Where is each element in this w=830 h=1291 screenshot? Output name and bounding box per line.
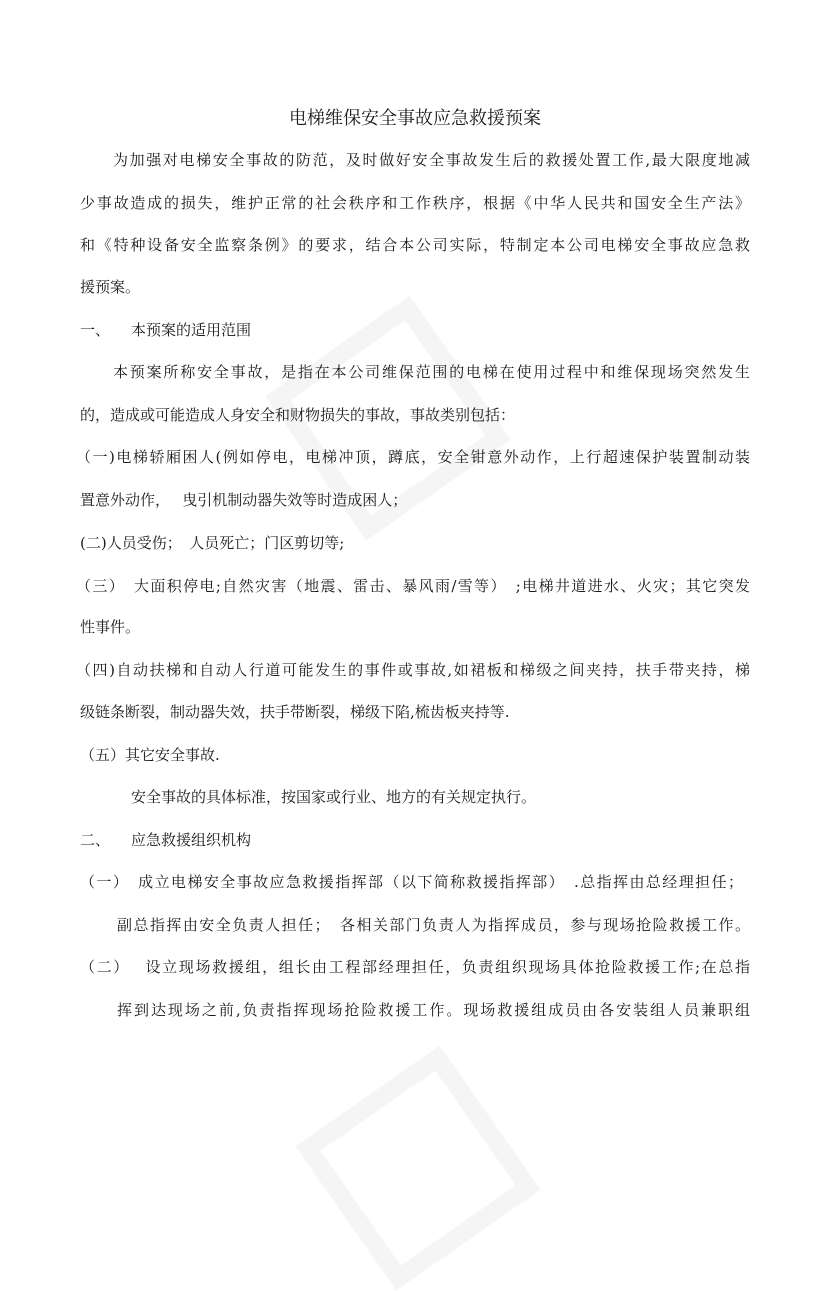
list-item-line: 挥到达现场之前,负责指挥现场抢险救援工作。现场救援组成员由各安装组人员兼职组 bbox=[117, 1001, 750, 1019]
paragraph-line: 的，造成或可能造成人身安全和财物损失的事故，事故类别包括： bbox=[80, 406, 516, 424]
paragraph-line: 援预案。 bbox=[80, 278, 141, 296]
list-item-line: （五）其它安全事故. bbox=[80, 746, 220, 764]
paragraph-line: 本预案所称安全事故，是指在本公司维保范围的电梯在使用过程中和维保现场突然发生 bbox=[113, 363, 750, 381]
paragraph-line: 为加强对电梯安全事故的防范，及时做好安全事故发生后的救援处置工作,最大限度地减 bbox=[113, 151, 750, 169]
list-item-line: 副总指挥由安全负责人担任； 各相关部门负责人为指挥成员，参与现场抢险救援工作。 bbox=[117, 916, 750, 934]
list-item-line: （二） 设立现场救援组，组长由工程部经理担任，负责组织现场具体抢险救援工作;在总指 bbox=[80, 958, 750, 976]
list-item-line: （一） 成立电梯安全事故应急救援指挥部（以下简称救援指挥部） .总指挥由总经理担任； bbox=[80, 873, 743, 891]
section-heading: 应急救援组织机构 bbox=[131, 831, 252, 849]
list-item-line: 性事件。 bbox=[80, 618, 141, 636]
section-number: 一、 bbox=[80, 321, 111, 339]
document-title: 电梯维保安全事故应急救援预案 bbox=[289, 108, 541, 129]
list-item-line: 置意外动作， 曳引机制动器失效等时造成困人； bbox=[80, 491, 408, 509]
paragraph-line: 和《特种设备安全监察条例》的要求，结合本公司实际，特制定本公司电梯安全事故应急救 bbox=[80, 236, 750, 254]
section-number: 二、 bbox=[80, 831, 111, 849]
list-item-line: (二)人员受伤； 人员死亡；门区剪切等; bbox=[80, 534, 345, 552]
paragraph-line: 少事故造成的损失，维护正常的社会秩序和工作秩序，根据《中华人民共和国安全生产法》 bbox=[80, 194, 750, 212]
list-item-line: （三） 大面积停电;自然灾害（地震、雷击、暴风雨/雪等） ;电梯井道进水、火灾；其它突发 bbox=[76, 577, 750, 595]
list-item-line: （一)电梯轿厢困人(例如停电，电梯冲顶，蹲底，安全钳意外动作，上行超速保护装置制动装 bbox=[76, 448, 750, 466]
paragraph-line: 安全事故的具体标准，按国家或行业、地方的有关规定执行。 bbox=[131, 788, 537, 806]
list-item-line: （四)自动扶梯和自动人行道可能发生的事件或事故,如裙板和梯级之间夹持，扶手带夹持，梯 bbox=[76, 661, 750, 679]
section-heading: 本预案的适用范围 bbox=[131, 321, 252, 339]
list-item-line: 级链条断裂，制动器失效，扶手带断裂，梯级下陷,梳齿板夹持等. bbox=[80, 703, 510, 721]
watermark bbox=[295, 1045, 540, 1290]
